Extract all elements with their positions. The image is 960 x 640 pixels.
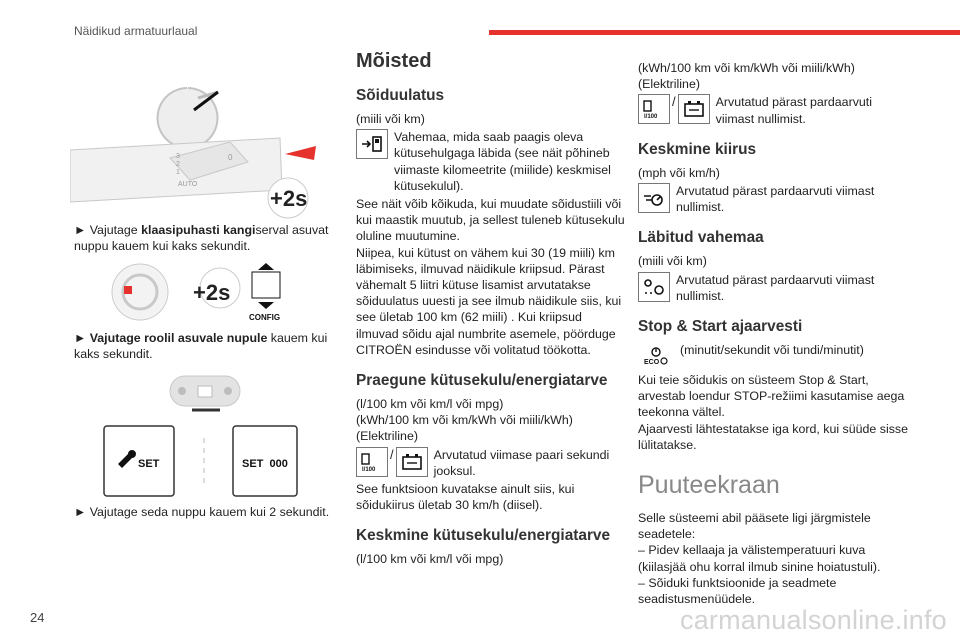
running-header: Näidikud armatuurlaual [74, 24, 198, 38]
step1-text: ► Vajutage klaasipuhasti kangiserval asuvat nuppu kauem kui kaks sekundit. [74, 223, 329, 254]
icon-separator: / [390, 446, 394, 462]
speed-heading: Keskmine kiirus [638, 140, 757, 158]
fuel-per-100-icon [356, 447, 388, 477]
range-description: Vahemaa, mida saab paagis oleva kütusehulgaga läbida (see näit põhineb viimaste kilomeetrite (miilide) keskmisel kütusekulul). [394, 130, 611, 193]
stop-start-units: (minutit/sekundit või tundi/minutit) [680, 343, 864, 358]
average-description: Arvutatud pärast pardaarvuti viimast nullimist. [715, 95, 872, 126]
step2-text: ► Vajutage roolil asuvale nupule kauem kui kaks sekundit. [74, 331, 328, 362]
set-left-label: SET [138, 458, 160, 470]
range-units: (miili või km) [356, 112, 425, 126]
fuel-per-100-icon-label: l/100 [362, 466, 376, 472]
stop-start-eco-icon [638, 342, 674, 370]
watermark: carmanualsonline.info [680, 605, 947, 635]
distance-heading: Läbitud vahemaa [638, 229, 764, 247]
steering-config-figure [110, 262, 290, 324]
arrow-down-icon [258, 302, 274, 309]
average-units: (l/100 km või km/l või mpg) [356, 552, 504, 567]
page-number: 24 [30, 610, 45, 625]
battery-consumption-icon [678, 94, 710, 124]
step3-text: ► Vajutage seda nuppu kauem kui 2 sekundit. [74, 505, 330, 519]
fuel-per-100-icon [638, 94, 670, 124]
fuel-range-icon [356, 129, 388, 159]
current-note: See funktsioon kuvatakse ainult siis, kui sõidukiirus ületab 30 km/h (diisel). [356, 482, 575, 513]
stalk-mark-2: 2 [176, 161, 180, 168]
config-button-label: CONFIG [249, 313, 281, 322]
set-right-label: SET 000 [242, 458, 288, 470]
icon-separator: / [672, 94, 676, 110]
touchscreen-heading: Puuteekraan [638, 471, 780, 500]
average-consumption-heading: Keskmine kütusekulu/energiatarve [356, 527, 611, 545]
average-speed-icon [638, 183, 670, 213]
stop-start-description: Kui teie sõidukis on süsteem Stop & Start, arvestab loendur STOP-režiimi kasutamise aega teekonna vältel. Ajaarvesti lähtestatakse iga kord, kui süüde sisse lülitatakse. [638, 373, 908, 452]
wiper-stalk-figure [70, 70, 330, 220]
range-paragraph-3: Niipea, kui kütust on vähem kui 30 (19 miili) km läbimiseks, ilmuvad näidikule kriipsud. Pärast vähemalt 5 liitri kütuse lisamist arvutatakse sõiduulatus uuesti ja see ilmub näidikule siis, kui see ületab 100 km (62 miili) . Kui kriipsud ilmuvad sõidu ajal numbrite asemele, pöörduge CITROËN esindusse või volitatud töökotta. [356, 245, 622, 357]
distance-description: Arvutatud pärast pardaarvuti viimast nullimist. [676, 272, 875, 303]
stalk-mark-0: 0 [228, 153, 233, 162]
definitions-column-right [638, 60, 908, 607]
stalk-mark-auto: AUTO [178, 181, 198, 188]
stalk-mark-3: 3 [176, 153, 180, 160]
set-button-figure [100, 372, 300, 500]
fig2-duration-badge: +2s [193, 280, 231, 305]
definitions-column [356, 50, 626, 568]
speed-units: (mph või km/h) [638, 165, 720, 180]
current-consumption-heading: Praegune kütusekulu/energiatarve [356, 372, 608, 390]
steering-button-icon [124, 286, 132, 294]
fig1-duration-badge: +2s [270, 186, 308, 211]
header-accent-bar [489, 30, 960, 35]
range-heading: Sõiduulatus [356, 87, 445, 104]
stop-start-eco-icon-label: ECO [644, 359, 660, 367]
press-arrow [285, 146, 316, 160]
average-units-continued: (kWh/100 km või km/kWh või miili/kWh) (Elektriline) [638, 61, 855, 92]
range-paragraph-2: See näit võib kõikuda, kui muudate sõidustiili või kui maastik muutub, ja sellest tuleneb kütusekulu oluline muutumine. [356, 197, 625, 244]
section-title: Mõisted [356, 50, 432, 72]
stop-start-heading: Stop & Start ajaarvesti [638, 318, 803, 336]
speed-description: Arvutatud pärast pardaarvuti viimast nullimist. [676, 184, 875, 215]
current-units: (l/100 km või km/l või mpg) (kWh/100 km või km/kWh või miili/kWh) (Elektriline) [356, 397, 573, 444]
stalk-mark-1: 1 [176, 169, 180, 176]
distance-travelled-icon [638, 272, 670, 302]
battery-consumption-icon [396, 447, 428, 477]
arrow-up-icon [258, 263, 274, 270]
fuel-per-100-icon-label: l/100 [644, 114, 658, 120]
touchscreen-description: Selle süsteemi abil pääsete ligi järgmistele seadetele: – Pidev kellaaja ja välistemperatuuri kuva (kiilasjää ohu korral ilmub sinine hoiatustuli). – Sõiduki funktsioonide ja seadmete seadistusmenüüdele. [638, 511, 881, 607]
distance-units: (miili või km) [638, 254, 707, 269]
current-description: Arvutatud viimase paari sekundi jooksul. [433, 447, 610, 478]
